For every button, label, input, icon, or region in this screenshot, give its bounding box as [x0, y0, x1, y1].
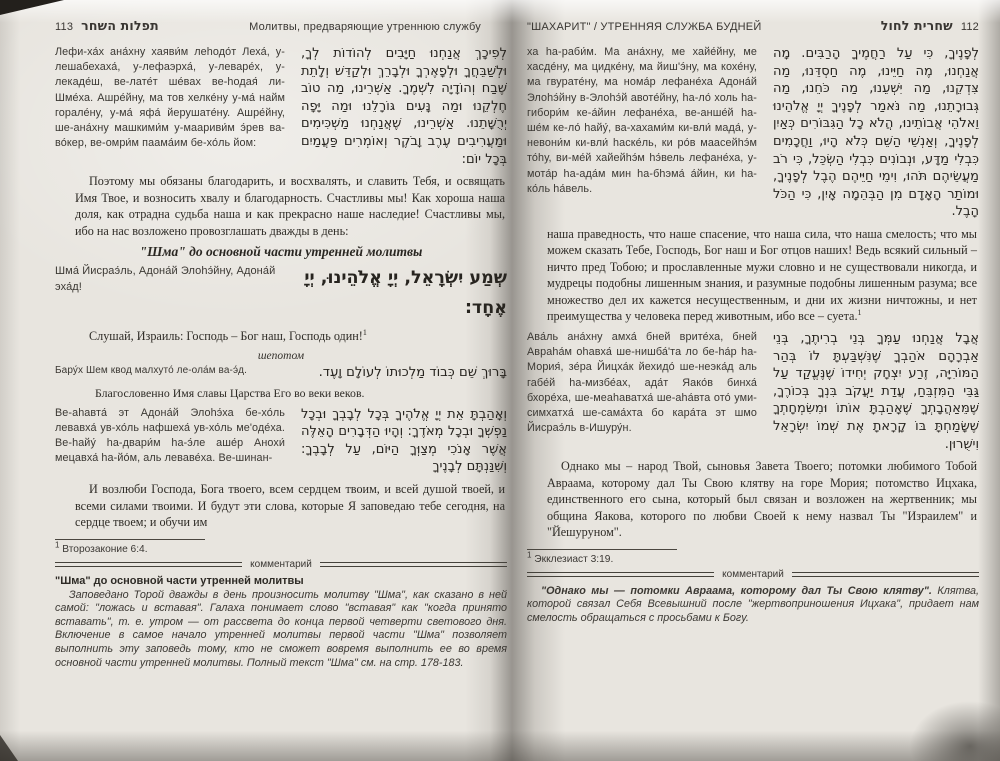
hebrew-column: לְפָנֶיךָ, כִּי עַל רַחֲמֶיךָ הָרַבִּים. מָה אֲנַחְנוּ, מֶה חַיֵּינוּ, מֶה חַסְדֵּנוּ, מַה צִּדְקֵנוּ, מַה יִּשְׁעֵנוּ, מַה כֹּחֵנוּ, מַה גְּבוּרָתֵנוּ, מַה נֹּאמַר לְפָנֶיךָ יְיָ אֱלֹהֵינוּ וֵאלֹהֵי אֲבוֹתֵינוּ, הֲלֹא כָל הַגִּבּוֹרִים כְּאַיִן לְפָנֶיךָ, וְאַנְשֵׁי הַשֵּׁם כְּלֹא הָיוּ, וַחֲכָמִים כִּבְלִי מַדָּע, וּנְבוֹנִים כִּבְלִי הַשְׂכֵּל, כִּי רֹב מַעֲשֵׂיהֶם תֹּהוּ, וִימֵי חַיֵּיהֶם הֶבֶל לְפָנֶיךָ, וּמוֹתַר הָאָדָם מִן הַבְּהֵמָה אָיִן, כִּי הַכֹּל הָבֶל.: [773, 46, 979, 220]
footnote-marker: 1: [362, 328, 367, 338]
separator-line: [792, 572, 979, 577]
russian-translation: Благословенно Имя славы Царства Его во веки веков.: [95, 385, 365, 400]
right-page-header: [527, 18, 979, 33]
transliteration-column: Лефи-ха́х ана́хну хаяви́м леhодо́т Леха́, у-лешабехаха́, у-лефаэрха́, у-леваре́х, у-лекаде́ш, ве-лате́т ше́вах ве-hодая́ ли-Шме́ха. Ашре́йну, ма тов хелке́ну у-ма́ найм горале́ну, у-ма́ яфа́ йерушате́ну. Ашре́йну, ше-ана́хну машкими́м у-маариви́м э́рев ва-во́кер, ве-омри́м паама́им бе-хо́ль йом:: [55, 46, 285, 150]
footnote-marker: 1: [55, 540, 60, 550]
transliteration-column: Шма́ Йисраэ́ль, Адона́й Элоhэ́йну, Адона́й эха́д!: [55, 265, 276, 294]
footnote-text: Второзаконие 6:4.: [59, 543, 148, 555]
prayer-block-ma-anachnu: [527, 45, 979, 221]
translation-text: Слушай, Израиль: Господь – Бог наш, Господь один!: [89, 329, 363, 344]
footnote: [527, 549, 979, 565]
footnote-text: Экклезиаст 3:19.: [531, 553, 614, 565]
hebrew-column: אֲבָל אֲנַחְנוּ עַמְּךָ בְּנֵי בְרִיתֶךָ, בְּנֵי אַבְרָהָם אֹהַבְךָ שֶׁנִּשְׁבַּעְתָּ לוֹ בְּהַר הַמּוֹרִיָּה, זֶרַע יִצְחָק יְחִידוֹ שֶׁנֶּעֱקַד עַל גַּבֵּי הַמִּזְבֵּחַ, עֲדַת יַעֲקֹב בִּנְךָ בְּכוֹרֶךָ, שֶׁמֵּאַהֲבָתְךָ שֶׁאָהַבְתָּ אוֹתוֹ וּמִשִּׂמְחָתְךָ שֶׁשָּׂמַחְתָּ בּוֹ קָרָאתָ אֶת שְׁמוֹ יִשְׂרָאֵל וִישֻׁרוּן.: [773, 330, 979, 452]
hebrew-column: וְאָהַבְתָּ אֵת יְיָ אֱלֹהֶיךָ בְּכָל לְבָבְךָ וּבְכָל נַפְשְׁךָ וּבְכָל מְאֹדֶךָ: וְהָיוּ הַדְּבָרִים הָאֵלֶּה אֲשֶׁר אָנֹכִי מְצַוְּךָ הַיּוֹם, עַל לְבָבֶךָ: וְשִׁנַּנְתָּם לְבָנֶיךָ: [301, 406, 507, 475]
left-header-hebrew-title: תפלות השחר: [81, 18, 159, 33]
hebrew-column: בָּרוּךְ שֵׁם כְּבוֹד מַלְכוּתוֹ לְעוֹלָם וָעֶד.: [318, 364, 507, 380]
transliteration-column: Ава́ль ана́хну амха́ бней врите́ха, бней Авраhа́м оhавха́ ше-нишба́'та ло бе-hа́р hа-Мория́, зе́ра Йицха́к йехидо́ ше-неэка́д аль габе́й hа-мизбе́ах, ада́т Яако́в бинха́ бхоре́ха, ше-меаhаватха́ ше-аhа́вта ото́ уми-симхатха́ ше-сама́хта бо кара́та эт шмо Йисраэ́ль в-Ишуру́н.: [527, 330, 757, 435]
russian-translation: [75, 328, 505, 345]
right-header-section-title: "ШАХАРИТ" / УТРЕННЯЯ СЛУЖБА БУДНЕЙ: [527, 21, 762, 33]
russian-translation: Однако мы – народ Твой, сыновья Завета Твоего; потомки любимого Тобой Авраама, которому дал Ты Свою клятву на горе Мория; потомство Ицхака, единственного его сына, который был связан и возложен на жертвенник; мы община Яакова, которого по любви Своей к нему назвал Ты "Израилем" и "Йешуруном".: [547, 459, 977, 540]
shma-section-heading: "Шма" до основной части утренней молитвы: [139, 244, 423, 260]
left-page-header: [55, 18, 507, 33]
left-header-section-title: Молитвы, предваряющие утреннюю службу: [249, 21, 481, 33]
left-page-number: 113: [55, 21, 74, 33]
commentary-separator: [55, 559, 507, 570]
commentary-label: комментарий: [722, 568, 784, 580]
hebrew-column: שְׁמַע יִשְׂרָאֵל, יְיָ אֱלֹהֵינוּ, יְיָ אֶחָד:: [304, 268, 507, 319]
translation-text: наша праведность, что наше спасение, что наша сила, что наша смелость; что мы можем сказать Тебе, Господь, Бог наш и Бог отцов наших! Ведь всякий сильный – ничто пред Тобою; и прославленные мужи словно и не существовали никогда, и мудрецы подобны лишенным знания, и разумные подобны лишенным разума; все множество дел их кажется несущественным, и дни их жизни ничтожны, и нет преимущества у человека перед животным, ибо все – суета.: [547, 226, 977, 324]
right-page-number: 112: [960, 21, 979, 33]
russian-translation: Поэтому мы обязаны благодарить, и восхвалять, и славить Тебя, и освящать Имя Твое, и возносить хвалу и благодарность. Счастливы мы! Как хороша наша доля, как отрадна судьба наша и как прекрасно наше наследие! Счастливы мы, ибо на нас возложено провозглашать дважды в день:: [75, 174, 505, 238]
prayer-block-veahavta: [55, 406, 507, 476]
commentary-text: [527, 585, 979, 626]
footnote: [55, 539, 507, 555]
scan-corner-shadow-bottom-left: [0, 735, 18, 761]
commentary-label: комментарий: [250, 558, 312, 570]
scan-corner-shadow-top-left: [0, 0, 64, 15]
prayer-block-aval-anachnu: [527, 330, 979, 453]
transliteration-column: Ве-аhавта́ эт Адона́й Элоhэ́ха бе-хо́ль левавха́ ув-хо́ль нафшеха́ ув-хо́ль ме'оде́ха. Ве-hайу́ hа-двари́м hа-э́ле аше́р Анохи́ мецавха́ hа-йо́м, аль леваве́ха. Ве-шинан-: [55, 406, 285, 465]
separator-line: [55, 562, 242, 567]
footnote-marker: 1: [527, 550, 532, 560]
commentary-body: Клятва, которой связал Себя Всевышний после "жертвоприношения Ицхака", придает нам смелость обращаться с просьбами к Богу.: [527, 584, 979, 624]
footnote-marker: 1: [857, 308, 862, 318]
footnote-rule: [527, 549, 677, 550]
hebrew-column: לְפִיכָךְ אֲנַחְנוּ חַיָּבִים לְהוֹדוֹת לְךָ, וּלְשַׁבֵּחֲךָ וּלְפָאֶרְךָ וּלְבָרֵךְ וּלְקַדֵּשׁ וְלָתֵת שֶׁבַח וְהוֹדָיָה לִשְׁמֶךָ. אַשְׁרֵינוּ, מַה טוֹב חֶלְקֵנוּ וּמַה נָּעִים גּוֹרָלֵנוּ וּמַה יָּפָה יְרֻשָּׁתֵנוּ. אַשְׁרֵינוּ, שֶׁאֲנַחְנוּ מַשְׁכִּימִים וּמַעֲרִיבִים עֶרֶב וָבֹקֶר וְאוֹמְרִים פַּעֲמַיִם בְּכָל יוֹם:: [301, 46, 507, 167]
commentary-bold-lead: "Однако мы — потомки Авраама, которому дал Ты Свою клятву".: [541, 584, 932, 597]
commentary-heading: "Шма" до основной части утренней молитвы: [55, 574, 304, 587]
russian-translation: [547, 226, 977, 325]
russian-translation: И возлюби Господа, Бога твоего, всем сердцем твоим, и всей душой твоей, и всеми силами твоими. И будут эти слова, которые Я заповедаю тебе сегодня, на сердце твоем; и обучи им: [75, 482, 505, 530]
whisper-instruction-label: шепотом: [257, 349, 305, 362]
prayer-block-lefichach: [55, 45, 507, 168]
separator-line: [527, 572, 714, 577]
prayer-block-shma: [55, 263, 507, 323]
page-left: [55, 18, 507, 758]
separator-line: [320, 562, 507, 567]
transliteration-column: ха hа-раби́м. Ма ана́хну, ме хайе́йну, ме хасде́ну, ма цидке́ну, ма йиш'э́ну, ма кохе́ну, ма гвурате́ну, ма нома́р лефане́ха Адона́й Элоhэ́йну в-Элоhэ́й авоте́йну, hа-ло́ холь hа-гибори́м ке-а́йин лефане́ха, ве-анше́й hа-ше́м ке-ло́ hайу́, ва-хахами́м ки-вли́ мада́, у-невони́м ки-вли́ hаске́ль, ки ро́в маасейhэ́м то́hу, ви-ме́й хайейhэ́м hэ́вель лефане́ха, у-мота́р hа-ада́м мин hа-бhэма́ а́йин, ки hа-ко́ль hа́вель.: [527, 46, 757, 195]
right-header-hebrew-title: שחרית לחול: [880, 18, 953, 33]
footnote-rule: [55, 539, 205, 540]
transliteration-column: Бару́х Шем квод малхуто́ ле-ола́м ва-э́д.: [55, 364, 247, 376]
prayer-block-baruch-shem: [55, 364, 507, 381]
commentary-separator: [527, 569, 979, 580]
page-right: [527, 18, 979, 758]
commentary-text: Заповедано Торой дважды в день произносить молитву "Шма", как сказано в ней самой: "ложась и вставая". Галаха понимает слово "вставая" как "когда принято вставать", т. е. утром — от рассвета до конца первой четверти светового дня. Включение в самое начало утренней молитвы первой части "Шма" позволяет выполнить эту заповедь тому, кто не сможет вовремя выполнить ее во время основной части утренней молитвы. Полный текст "Шма" см. на стр. 178-183.: [55, 588, 507, 669]
